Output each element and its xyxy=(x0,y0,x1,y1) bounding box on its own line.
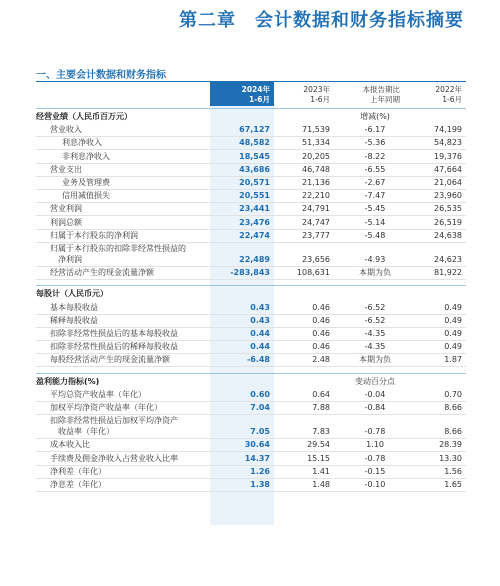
current-period-value: 7.05 xyxy=(250,427,270,437)
value-cell: -4.35 xyxy=(364,342,386,352)
value-cell: 23,656 xyxy=(302,255,330,264)
value-cell: 19,376 xyxy=(434,151,462,161)
current-period-value: 43,686 xyxy=(239,164,270,174)
section-header: 经营业绩（人民币百万元） xyxy=(36,112,132,121)
current-period-value: 1.26 xyxy=(250,466,270,476)
value-cell: 15.15 xyxy=(307,453,330,463)
chapter-title: 第二章 会计数据和财务指标摘要 xyxy=(179,10,464,31)
row-divider xyxy=(36,266,466,267)
value-cell: -4.35 xyxy=(364,329,386,338)
current-period-value: 22,489 xyxy=(239,255,270,264)
row-label: 成本收入比 xyxy=(50,440,90,450)
current-period-value: 7.04 xyxy=(250,403,270,412)
value-cell: 47,664 xyxy=(434,164,462,174)
value-cell: 1.10 xyxy=(366,440,384,450)
value-cell: 74,199 xyxy=(434,125,462,135)
current-period-value: 20,551 xyxy=(239,191,270,201)
value-cell: -5.14 xyxy=(364,217,386,227)
section-note: 变动百分点 xyxy=(355,376,395,386)
value-cell: 21,136 xyxy=(302,178,330,187)
row-label: 手续费及佣金净收入占营业收入比率 xyxy=(50,453,178,463)
current-period-value: 48,582 xyxy=(239,138,270,148)
value-cell: 0.46 xyxy=(312,302,330,312)
row-divider xyxy=(36,414,466,415)
value-cell: 71,539 xyxy=(302,125,330,135)
section-header: 盈利能力指标(%) xyxy=(36,376,100,386)
current-period-value: 14.37 xyxy=(244,453,270,463)
row-label: 净利差（年化） xyxy=(50,466,106,476)
value-cell: 1.65 xyxy=(444,480,462,489)
value-cell: -8.22 xyxy=(364,151,386,161)
row-label-continued: 净利润 xyxy=(58,255,82,264)
row-label: 扣除非经常性损益后的稀释每股收益 xyxy=(50,342,178,352)
column-header-line2: 1-6月 xyxy=(442,95,462,104)
value-cell: -6.52 xyxy=(364,315,386,325)
row-divider xyxy=(36,279,466,280)
row-label: 信用减值损失 xyxy=(62,191,110,201)
row-label: 归属于本行股东的扣除非经常性损益的 xyxy=(50,244,186,253)
value-cell: 29.54 xyxy=(307,440,330,450)
row-divider xyxy=(36,229,466,230)
value-cell: 0.49 xyxy=(444,315,462,325)
current-period-value: 0.60 xyxy=(250,389,270,399)
current-period-value: 20,571 xyxy=(239,178,270,187)
value-cell: 本期为负 xyxy=(359,268,391,278)
value-cell: -2.67 xyxy=(364,178,386,187)
row-divider xyxy=(36,366,466,367)
value-cell: -5.45 xyxy=(364,204,386,214)
value-cell: 13.30 xyxy=(439,453,462,463)
row-divider xyxy=(36,327,466,328)
value-cell: 20,205 xyxy=(302,151,330,161)
row-label: 每股经营活动产生的现金流量净额 xyxy=(50,355,170,365)
value-cell: 28.39 xyxy=(439,440,462,450)
value-cell: -6.52 xyxy=(364,302,386,312)
column-header-line1: 2023年 xyxy=(303,85,330,94)
row-divider xyxy=(36,401,466,402)
value-cell: 0.49 xyxy=(444,342,462,352)
current-period-value: 0.44 xyxy=(250,329,270,338)
value-cell: 0.49 xyxy=(444,302,462,312)
row-label: 扣除非经常性损益后的基本每股收益 xyxy=(50,329,178,338)
row-label: 净息差（年化） xyxy=(50,480,106,489)
section-rule xyxy=(36,373,466,374)
current-period-value: 18,545 xyxy=(239,151,270,161)
section-header: 每股计（人民币元） xyxy=(36,289,108,299)
row-label-continued: 收益率（年化） xyxy=(58,427,114,437)
row-label: 加权平均净资产收益率（年化） xyxy=(50,403,162,412)
value-cell: 81,922 xyxy=(434,268,462,278)
row-divider xyxy=(36,438,466,439)
row-divider xyxy=(36,215,466,216)
value-cell: -6.17 xyxy=(364,125,386,135)
current-period-value: -6.48 xyxy=(246,355,270,365)
row-label: 营业支出 xyxy=(50,164,82,174)
value-cell: 23,777 xyxy=(302,230,330,240)
value-cell: 21,064 xyxy=(434,178,462,187)
row-divider xyxy=(36,149,466,150)
value-cell: 1.41 xyxy=(312,466,330,476)
current-period-value: 30.64 xyxy=(244,440,270,450)
header-bottom-rule xyxy=(36,108,466,109)
row-label: 非利息净收入 xyxy=(62,151,110,161)
value-cell: -0.78 xyxy=(364,453,386,463)
value-cell: -5.36 xyxy=(364,138,386,148)
section-title: 一、主要会计数据和财务指标 xyxy=(36,70,166,81)
row-label: 经营活动产生的现金流量净额 xyxy=(50,268,154,278)
row-label: 利润总额 xyxy=(50,217,82,227)
value-cell: -0.78 xyxy=(364,427,386,437)
value-cell: -0.15 xyxy=(364,466,386,476)
row-divider xyxy=(36,451,466,452)
value-cell: -0.04 xyxy=(364,389,386,399)
value-cell: 8.66 xyxy=(444,427,462,437)
current-period-value: 23,476 xyxy=(239,217,270,227)
row-label: 业务及管理费 xyxy=(62,178,110,187)
current-period-value: 0.43 xyxy=(250,315,270,325)
value-cell: -0.84 xyxy=(364,403,386,412)
row-label: 营业利润 xyxy=(50,204,82,214)
row-label: 稀释每股收益 xyxy=(50,315,98,325)
current-period-value: -283,843 xyxy=(230,268,270,278)
current-period-value: 22,474 xyxy=(239,230,270,240)
row-divider xyxy=(36,202,466,203)
value-cell: 26,519 xyxy=(434,217,462,227)
row-label: 扣除非经常性损益后加权平均净资产 xyxy=(50,416,178,426)
value-cell: 1.56 xyxy=(444,466,462,476)
value-cell: 46,748 xyxy=(302,164,330,174)
column-header-line1: 本报告期比 xyxy=(362,85,400,94)
current-period-value: 0.43 xyxy=(250,302,270,312)
value-cell: 23,960 xyxy=(434,191,462,201)
value-cell: 0.46 xyxy=(312,315,330,325)
value-cell: 108,631 xyxy=(296,268,330,278)
current-period-value: 23,441 xyxy=(239,204,270,214)
row-divider xyxy=(36,314,466,315)
row-divider xyxy=(36,176,466,177)
column-header-line1: 2022年 xyxy=(435,85,462,94)
value-cell: -5.48 xyxy=(364,230,386,240)
row-divider xyxy=(36,242,466,243)
value-cell: 1.87 xyxy=(444,355,462,365)
value-cell: 22,210 xyxy=(302,191,330,201)
value-cell: 51,334 xyxy=(302,138,330,148)
value-cell: 本期为负 xyxy=(359,355,391,365)
value-cell: 0.46 xyxy=(312,342,330,352)
value-cell: 2.48 xyxy=(312,355,330,365)
value-cell: 7.83 xyxy=(312,427,330,437)
value-cell: 26,535 xyxy=(434,204,462,214)
value-cell: 7.88 xyxy=(312,403,330,412)
value-cell: -6.55 xyxy=(364,164,386,174)
value-cell: 54,823 xyxy=(434,138,462,148)
current-period-value: 0.44 xyxy=(250,342,270,352)
row-label: 营业收入 xyxy=(50,125,82,135)
value-cell: 1.48 xyxy=(312,480,330,489)
row-label: 平均总资产收益率（年化） xyxy=(50,389,146,399)
column-header-line1: 2024年 xyxy=(241,85,270,94)
row-divider xyxy=(36,189,466,190)
row-divider xyxy=(36,340,466,341)
section-rule xyxy=(36,285,466,286)
value-cell: 24,638 xyxy=(434,230,462,240)
value-cell: 24,791 xyxy=(302,204,330,214)
value-cell: 0.64 xyxy=(312,389,330,399)
row-divider xyxy=(36,491,466,492)
column-header-line2: 1-6月 xyxy=(310,95,330,104)
row-label: 基本每股收益 xyxy=(50,302,98,312)
current-period-value: 1.38 xyxy=(250,480,270,489)
value-cell: 8.66 xyxy=(444,403,462,412)
column-header-line2: 1-6月 xyxy=(248,95,270,104)
value-cell: -4.93 xyxy=(364,255,386,264)
value-cell: 0.49 xyxy=(444,329,462,338)
row-label: 归属于本行股东的净利润 xyxy=(50,230,138,240)
value-cell: 24,623 xyxy=(434,255,462,264)
row-label: 利息净收入 xyxy=(62,138,102,148)
section-note: 增减(%) xyxy=(360,112,390,121)
row-divider xyxy=(36,163,466,164)
column-header-line2: 上年同期 xyxy=(370,95,400,104)
row-divider xyxy=(36,478,466,479)
current-period-value: 67,127 xyxy=(239,125,270,135)
value-cell: 24,747 xyxy=(302,217,330,227)
value-cell: 0.70 xyxy=(444,389,462,399)
value-cell: -7.47 xyxy=(364,191,386,201)
value-cell: -0.10 xyxy=(364,480,386,489)
row-divider xyxy=(36,465,466,466)
value-cell: 0.46 xyxy=(312,329,330,338)
